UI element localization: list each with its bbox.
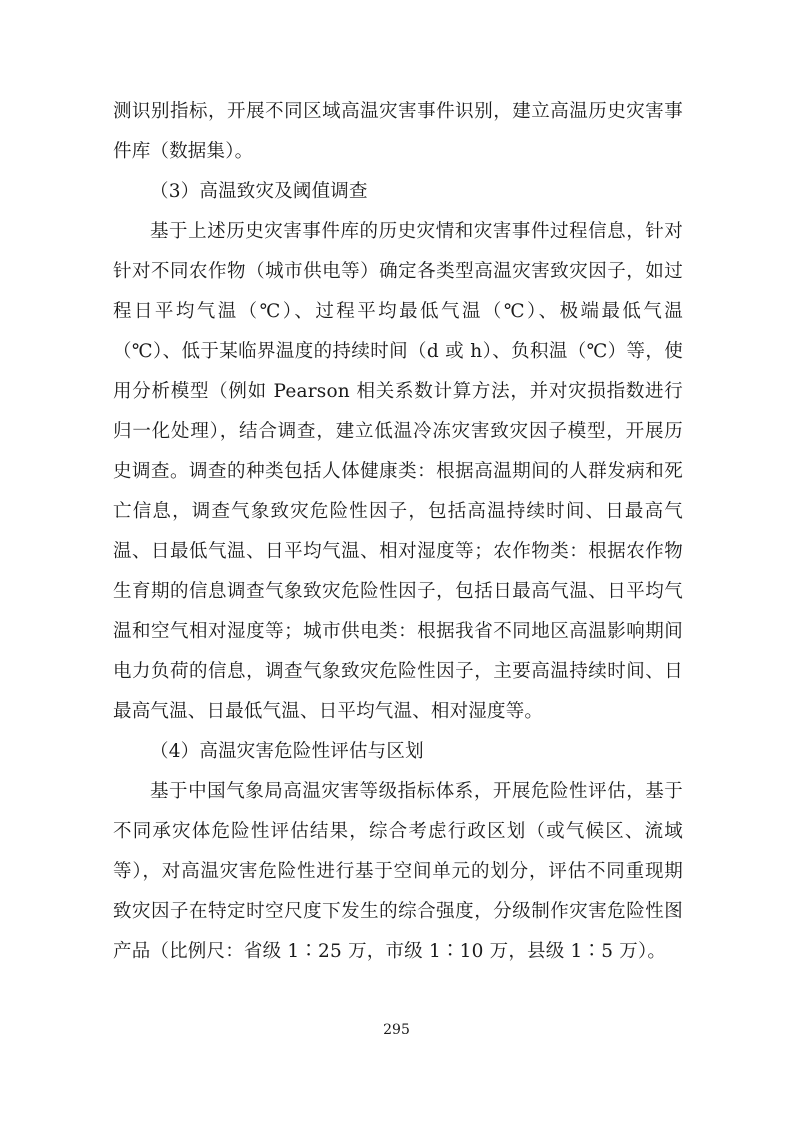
body-paragraph: 基于中国气象局高温灾害等级指标体系，开展危险性评估，基于不同承灾体危险性评估结果，综合考虑行政区划（或气候区、流域等），对高温灾害危险性进行基于空间单元的划分，评估不同重现期致灾因子在特定时空尺度下发生的综合强度，分级制作灾害危险性图产品（比例尺：省级 1∶25 万，市级 1∶10 万，县级 1∶5 万）。 [113,781,683,962]
section-heading-4: （4）高温灾害危险性评估与区划 [150,741,424,762]
body-paragraph: 测识别指标，开展不同区域高温灾害事件识别，建立高温历史灾害事件库（数据集）。 [113,101,683,162]
page-number: 295 [383,1022,410,1038]
section-heading-3: （3）高温致灾及阈值调查 [150,181,368,202]
page-body [113,92,683,972]
body-paragraph: 基于上述历史灾害事件库的历史灾情和灾害事件过程信息，针对针对不同农作物（城市供电等）确定各类型高温灾害致灾因子，如过程日平均气温（℃）、过程平均最低气温（℃）、极端最低气温（℃）、低于某临界温度的持续时间（d 或 h）、负积温（℃）等，使用分析模型（例如 Pearson 相关系数计算方法，并对灾损指数进行归一化处理），结合调查，建立低温冷冻灾害致灾因子模型，开展历史调查。调查的种类包括人体健康类：根据高温期间的人群发病和死亡信息，调查气象致灾危险性因子，包括高温持续时间、日最高气温、日最低气温、日平均气温、相对湿度等；农作物类：根据农作物生育期的信息调查气象致灾危险性因子，包括日最高气温、日平均气温和空气相对湿度等；城市供电类：根据我省不同地区高温影响期间电力负荷的信息，调查气象致灾危险性因子，主要高温持续时间、日最高气温、日最低气温、日平均气温、相对湿度等。 [113,221,683,722]
